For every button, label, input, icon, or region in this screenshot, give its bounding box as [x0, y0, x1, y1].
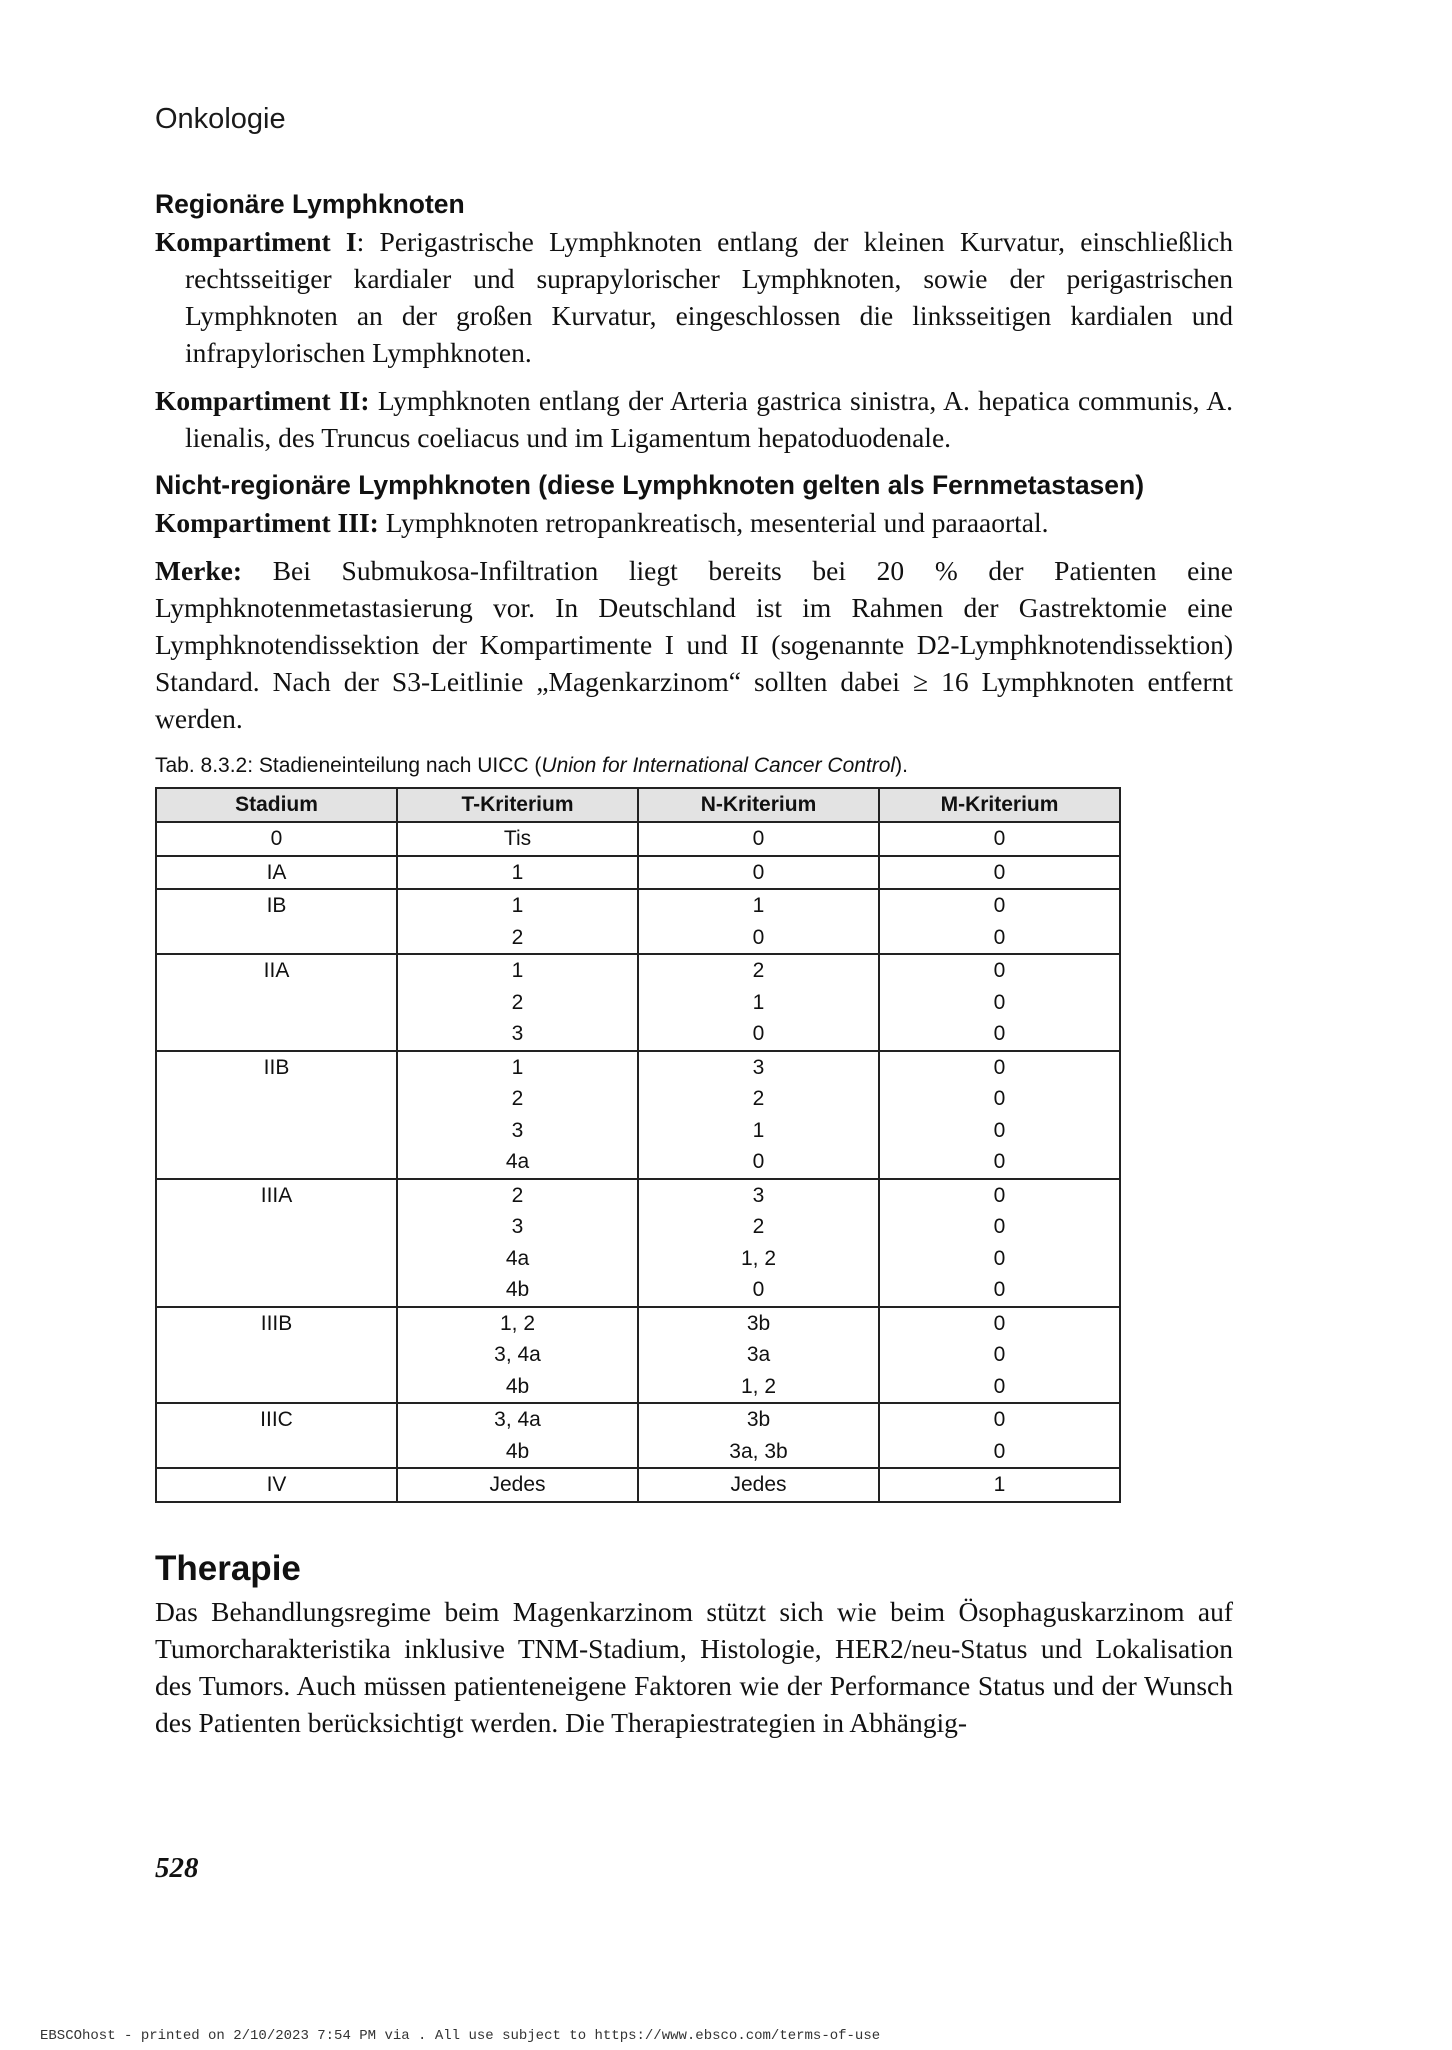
running-head: Onkologie	[155, 103, 286, 135]
m-kriterium-value: 0	[993, 1246, 1006, 1270]
t-kriterium-value: 1	[511, 894, 524, 917]
n-kriterium-value: 3b	[746, 1408, 771, 1431]
compartment-2-text: Lymphknoten entlang der Arteria gastrica sinistra, A. hepatica communis, A. lienalis, des Truncus coeliacus und im Ligamentum hepatoduodenale.	[185, 385, 1233, 453]
cell-n-kriterium	[638, 1307, 879, 1404]
m-kriterium-value: 0	[993, 1439, 1006, 1463]
cell-m-kriterium	[879, 954, 1120, 1051]
t-kriterium-value: 3, 4a	[494, 1408, 541, 1431]
cell-stadium	[156, 1051, 397, 1179]
t-kriterium-value: 2	[511, 990, 524, 1014]
t-kriterium-value: 2	[511, 925, 524, 949]
n-kriterium-value: 1	[752, 1118, 765, 1142]
t-kriterium-value: 3	[511, 1118, 524, 1142]
cell-m-kriterium	[879, 1403, 1120, 1468]
m-kriterium-value: 0	[993, 1150, 1006, 1173]
cell-m-kriterium	[879, 822, 1120, 856]
n-kriterium-value: 2	[752, 1087, 765, 1110]
table-body	[156, 822, 1120, 1502]
table-row	[156, 1403, 1120, 1468]
t-kriterium-value: 3	[511, 1022, 524, 1045]
m-kriterium-value: 0	[993, 1087, 1006, 1110]
cell-n-kriterium	[638, 822, 879, 856]
stadium-value: IIA	[263, 959, 290, 982]
therapy-paragraph: Das Behandlungsregime beim Magenkarzinom stützt sich wie beim Ösophaguskarzinom auf Tumorcharakteristika inklusive TNM-Stadium, Histologie, HER2/neu-Status und Lokalisation des Tumors. Auch müssen patienteneigene Faktoren wie der Performance Status und der Wunsch des Patienten berücksichtigt werden. Die Therapiestrategien in Abhängig-	[155, 1595, 1233, 1738]
n-kriterium-value: 1	[752, 894, 765, 917]
stadium-value: IIIB	[260, 1311, 293, 1335]
stadium-value: IB	[266, 894, 287, 917]
n-kriterium-value: 3a, 3b	[729, 1439, 788, 1463]
n-kriterium-value: 1	[752, 990, 765, 1014]
t-kriterium-value: 1	[511, 860, 524, 884]
cell-t-kriterium	[397, 1403, 638, 1468]
stadium-value: IIB	[263, 1055, 290, 1079]
table-row	[156, 1468, 1120, 1502]
n-kriterium-value: 3	[752, 1183, 765, 1207]
print-footer: EBSCOhost - printed on 2/10/2023 7:54 PM via . All use subject to https://www.ebsco.com/terms-of-use	[40, 2028, 881, 2044]
cell-n-kriterium	[638, 1179, 879, 1307]
cell-n-kriterium	[638, 1403, 879, 1468]
m-kriterium-value: 0	[993, 894, 1006, 917]
cell-m-kriterium	[879, 1179, 1120, 1307]
cell-t-kriterium	[397, 1179, 638, 1307]
cell-stadium	[156, 889, 397, 954]
n-kriterium-value: 0	[752, 1022, 765, 1045]
m-kriterium-value: 0	[993, 1118, 1006, 1142]
cell-t-kriterium	[397, 1051, 638, 1179]
header-stadium: Stadium	[156, 788, 397, 822]
cell-stadium	[156, 856, 397, 890]
n-kriterium-value: 0	[752, 1278, 765, 1301]
t-kriterium-value: 4b	[505, 1374, 530, 1398]
cell-stadium	[156, 954, 397, 1051]
therapy-heading: Therapie	[155, 1548, 301, 1588]
compartment-3-text: Lymphknoten retropankreatisch, mesenterial und paraaortal.	[378, 507, 1049, 538]
merke-label: Merke:	[155, 555, 243, 586]
n-kriterium-value: 3b	[746, 1311, 771, 1335]
table-caption-prefix: Tab. 8.3.2: Stadieneinteilung nach UICC (	[155, 754, 542, 777]
t-kriterium-value: 1, 2	[499, 1311, 536, 1335]
m-kriterium-value: 0	[993, 1183, 1006, 1207]
cell-t-kriterium	[397, 954, 638, 1051]
n-kriterium-value: 1, 2	[740, 1246, 777, 1270]
compartment-1-label: Kompartiment I	[155, 226, 357, 257]
m-kriterium-value: 0	[993, 1374, 1006, 1398]
table-row	[156, 1051, 1120, 1179]
cell-stadium	[156, 1403, 397, 1468]
compartment-3-paragraph	[155, 504, 1233, 541]
uicc-staging-table	[155, 787, 1121, 1503]
cell-n-kriterium	[638, 856, 879, 890]
t-kriterium-value: 3, 4a	[494, 1343, 541, 1366]
t-kriterium-value: Jedes	[489, 1473, 546, 1496]
header-n-kriterium: N-Kriterium	[638, 788, 879, 822]
cell-stadium	[156, 1468, 397, 1502]
m-kriterium-value: 0	[993, 1311, 1006, 1335]
n-kriterium-value: 3a	[746, 1343, 771, 1366]
table-row	[156, 954, 1120, 1051]
t-kriterium-value: 1	[511, 959, 524, 982]
table-row	[156, 822, 1120, 856]
m-kriterium-value: 0	[993, 827, 1006, 850]
n-kriterium-value: 0	[752, 1150, 765, 1173]
m-kriterium-value: 0	[993, 1408, 1006, 1431]
stadium-value: 0	[270, 827, 283, 850]
m-kriterium-value: 0	[993, 1278, 1006, 1301]
m-kriterium-value: 0	[993, 959, 1006, 982]
stadium-value: IIIC	[260, 1408, 293, 1431]
page-content	[155, 186, 1233, 1741]
t-kriterium-value: 1	[511, 1055, 524, 1079]
m-kriterium-value: 0	[993, 1215, 1006, 1238]
cell-n-kriterium	[638, 1468, 879, 1502]
n-kriterium-value: 0	[752, 925, 765, 949]
merke-text: Bei Submukosa-Infiltration liegt bereits bei 20 % der Patienten eine Lymphknotenmetastasierung vor. In Deutschland ist im Rahmen der Gastrektomie eine Lymphknotendissektion der Kompartimente I und II (sogenannte D2-Lymphknotendissektion) Standard. Nach der S3-Leitlinie „Magenkarzinom“ sollten dabei ≥ 16 Lymphknoten entfernt werden.	[155, 555, 1233, 734]
t-kriterium-value: Tis	[503, 827, 532, 850]
n-kriterium-value: 1, 2	[740, 1374, 777, 1398]
header-t-kriterium: T-Kriterium	[397, 788, 638, 822]
cell-stadium	[156, 1307, 397, 1404]
table-row	[156, 889, 1120, 954]
t-kriterium-value: 4b	[505, 1278, 530, 1301]
m-kriterium-value: 0	[993, 1022, 1006, 1045]
cell-t-kriterium	[397, 822, 638, 856]
compartment-2-paragraph	[155, 382, 1233, 456]
header-m-kriterium: M-Kriterium	[879, 788, 1120, 822]
table-caption-suffix: ).	[895, 754, 908, 777]
stadium-value: IA	[266, 860, 287, 884]
nonregional-lymph-nodes-heading: Nicht-regionäre Lymphknoten (diese Lymphknoten gelten als Fernmetastasen)	[155, 470, 1145, 500]
table-row	[156, 1179, 1120, 1307]
cell-n-kriterium	[638, 954, 879, 1051]
compartment-3-label: Kompartiment III:	[155, 507, 379, 538]
t-kriterium-value: 4a	[505, 1150, 530, 1173]
cell-t-kriterium	[397, 1468, 638, 1502]
cell-t-kriterium	[397, 1307, 638, 1404]
table-header-row	[156, 788, 1120, 822]
cell-stadium	[156, 1179, 397, 1307]
m-kriterium-value: 0	[993, 925, 1006, 949]
compartment-1-text: : Perigastrische Lymphknoten entlang der kleinen Kurvatur, einschließlich rechtsseitiger kardialer und suprapylorischer Lymphknoten, sowie der perigastrischen Lymphknoten an der großen Kurvatur, eingeschlossen die linksseitigen kardialen und infrapylorischen Lymphknoten.	[185, 226, 1233, 368]
n-kriterium-value: 2	[752, 959, 765, 982]
table-row	[156, 1307, 1120, 1404]
n-kriterium-value: 0	[752, 827, 765, 850]
table-row	[156, 856, 1120, 890]
cell-m-kriterium	[879, 856, 1120, 890]
m-kriterium-value: 0	[993, 990, 1006, 1014]
t-kriterium-value: 2	[511, 1183, 524, 1207]
page-number: 528	[155, 1852, 199, 1884]
cell-m-kriterium	[879, 1468, 1120, 1502]
cell-n-kriterium	[638, 1051, 879, 1179]
cell-t-kriterium	[397, 889, 638, 954]
compartment-2-label: Kompartiment II:	[155, 385, 370, 416]
n-kriterium-value: Jedes	[730, 1473, 787, 1496]
cell-m-kriterium	[879, 889, 1120, 954]
m-kriterium-value: 0	[993, 1055, 1006, 1079]
table-caption-italic: Union for International Cancer Control	[541, 754, 896, 777]
cell-stadium	[156, 822, 397, 856]
n-kriterium-value: 2	[752, 1215, 765, 1238]
cell-t-kriterium	[397, 856, 638, 890]
m-kriterium-value: 1	[993, 1473, 1006, 1496]
t-kriterium-value: 4b	[505, 1439, 530, 1463]
t-kriterium-value: 4a	[505, 1246, 530, 1270]
t-kriterium-value: 3	[511, 1215, 524, 1238]
table-caption	[155, 751, 1233, 781]
m-kriterium-value: 0	[993, 860, 1006, 884]
regional-lymph-nodes-heading: Regionäre Lymphknoten	[155, 189, 465, 219]
cell-n-kriterium	[638, 889, 879, 954]
stadium-value: IIIA	[260, 1183, 293, 1207]
cell-m-kriterium	[879, 1051, 1120, 1179]
m-kriterium-value: 0	[993, 1343, 1006, 1366]
n-kriterium-value: 0	[752, 860, 765, 884]
compartment-1-paragraph	[155, 223, 1233, 371]
t-kriterium-value: 2	[511, 1087, 524, 1110]
stadium-value: IV	[266, 1473, 287, 1496]
cell-m-kriterium	[879, 1307, 1120, 1404]
merke-paragraph	[155, 552, 1233, 737]
n-kriterium-value: 3	[752, 1055, 765, 1079]
